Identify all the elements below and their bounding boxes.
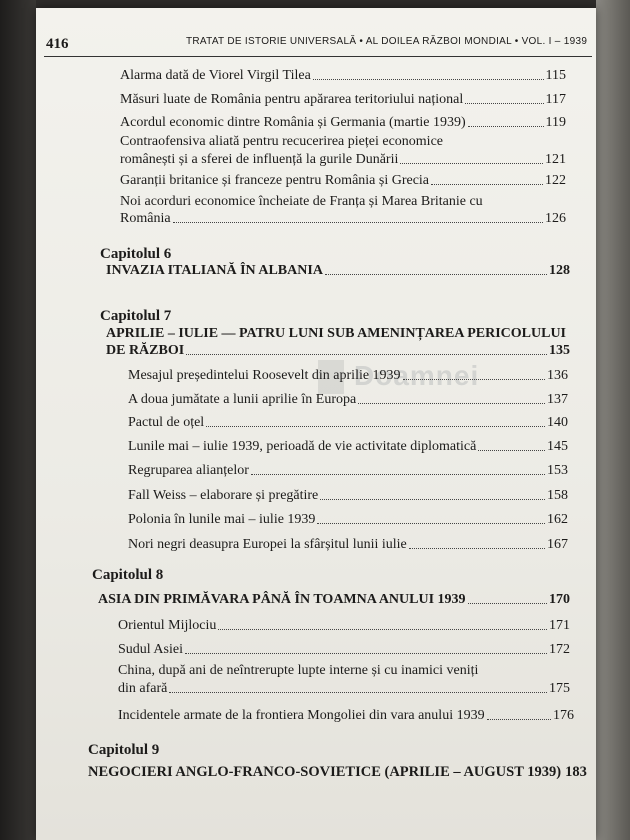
toc-entry: Alarma dată de Viorel Virgil Tilea 115: [120, 68, 566, 83]
page-number: 416: [46, 36, 69, 52]
toc-entry: din afară 175: [118, 681, 570, 696]
toc-entry: Lunile mai – iulie 1939, perioadă de vie activitate diplomatică 145: [128, 439, 568, 454]
toc-entry: România 126: [120, 211, 566, 226]
toc-entry: Regruparea alianțelor 153: [128, 463, 568, 478]
chapter-label: Capitolul 9: [88, 742, 160, 758]
page-stack-edge: [596, 0, 630, 840]
toc-entry: A doua jumătate a lunii aprilie în Europa 137: [128, 392, 568, 407]
toc-entry: Pactul de oțel 140: [128, 415, 568, 430]
toc-entry: Măsuri luate de România pentru apărarea teritoriului național 117: [120, 92, 566, 107]
toc-entry: Orientul Mijlociu 171: [118, 618, 570, 633]
watermark: Doamnei: [354, 360, 480, 391]
chapter-title: DE RĂZBOI 135: [106, 343, 570, 358]
chapter-label: Capitolul 7: [100, 308, 172, 324]
toc-entry: Incidentele armate de la frontiera Mongoliei din vara anului 1939 176: [118, 708, 574, 723]
toc-entry: Fall Weiss – elaborare și pregătire 158: [128, 488, 568, 503]
running-title: TRATAT DE ISTORIE UNIVERSALĂ • AL DOILEA RĂZBOI MONDIAL • VOL. I – 1939: [186, 36, 588, 47]
toc-entry-line1: Contraofensiva aliată pentru recucerirea pieței economice: [120, 134, 443, 149]
chapter-label: Capitolul 6: [100, 246, 172, 262]
chapter-label: Capitolul 8: [92, 567, 164, 583]
chapter-title: NEGOCIERI ANGLO-FRANCO-SOVIETICE (APRILIE – AUGUST 1939) 183: [88, 764, 587, 780]
toc-entry: Polonia în lunile mai – iulie 1939 162: [128, 512, 568, 527]
toc-entry-line1: Noi acorduri economice încheiate de Franța și Marea Britanie cu: [120, 194, 483, 209]
toc-entry: Sudul Asiei 172: [118, 642, 570, 657]
toc-entry: Garanții britanice și franceze pentru România și Grecia 122: [120, 173, 566, 188]
header-rule: [44, 56, 592, 57]
running-header: [36, 36, 596, 62]
book-page: [36, 8, 596, 840]
book-spine-shadow: [0, 0, 36, 840]
chapter-title: ASIA DIN PRIMĂVARA PÂNĂ ÎN TOAMNA ANULUI 1939 170: [98, 592, 570, 607]
toc-entry: românești și a sferei de influență la gurile Dunării 121: [120, 152, 566, 167]
toc-entry-line1: China, după ani de neîntrerupte lupte interne și cu inamici veniți: [118, 663, 479, 678]
chapter-title-line1: APRILIE – IULIE — PATRU LUNI SUB AMENINȚAREA PERICOLULUI: [106, 326, 566, 341]
toc-entry: Acordul economic dintre România și Germania (martie 1939) 119: [120, 115, 566, 130]
toc-entry: Mesajul președintelui Roosevelt din aprilie 1939 136: [128, 368, 568, 383]
toc-entry: Nori negri deasupra Europei la sfârșitul lunii iulie 167: [128, 537, 568, 552]
chapter-title: INVAZIA ITALIANĂ ÎN ALBANIA 128: [106, 263, 570, 278]
